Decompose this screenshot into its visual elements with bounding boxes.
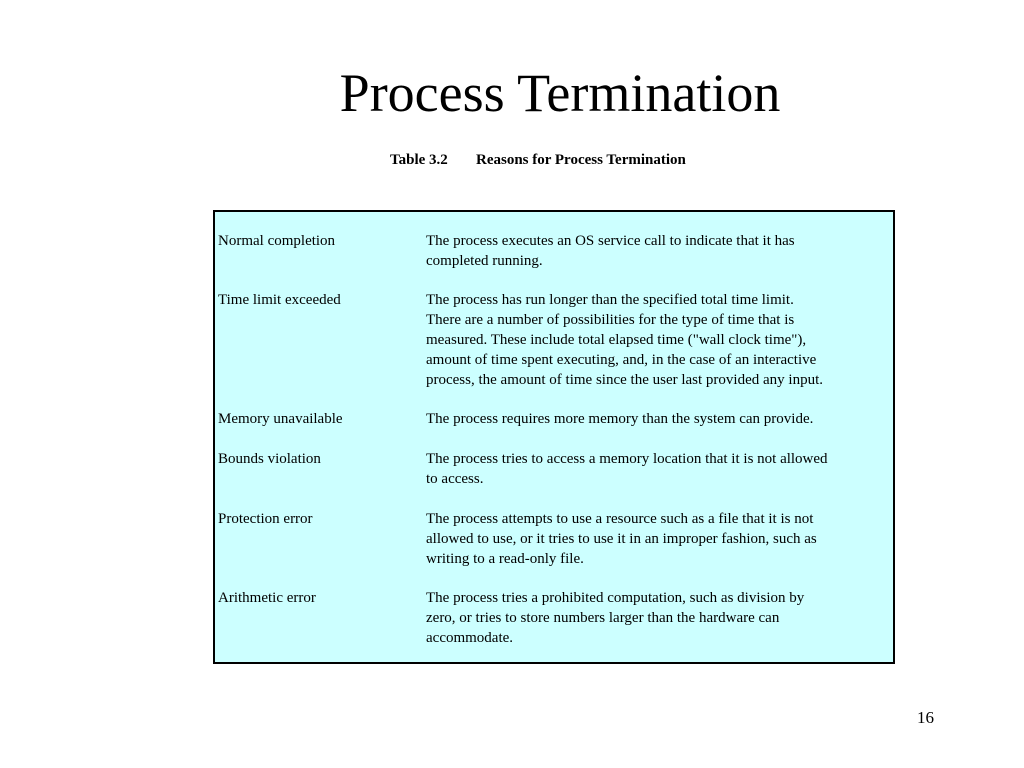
reason-name: Arithmetic error	[218, 590, 316, 606]
description-line: There are a number of possibilities for the type of time that is	[426, 312, 795, 328]
table-caption-title: Reasons for Process Termination	[476, 152, 686, 168]
table-caption	[390, 150, 686, 170]
reasons-table	[213, 210, 895, 664]
description-line: The process attempts to use a resource such as a file that it is not	[426, 511, 814, 527]
page-number: 16	[917, 708, 934, 727]
description-line: The process executes an OS service call to indicate that it has	[426, 233, 795, 249]
reason-description	[426, 409, 894, 429]
slide-title: Process Termination	[339, 63, 781, 123]
reason-name: Memory unavailable	[218, 411, 343, 427]
reason-name: Time limit exceeded	[218, 292, 341, 308]
reason-description	[426, 588, 894, 648]
table-caption-number: Table 3.2	[390, 152, 448, 168]
description-line: The process tries a prohibited computation, such as division by	[426, 590, 805, 606]
reason-description	[426, 290, 894, 390]
description-line: process, the amount of time since the user last provided any input.	[426, 372, 823, 388]
description-line: zero, or tries to store numbers larger than the hardware can	[426, 610, 780, 626]
reason-description	[426, 449, 894, 489]
reason-name: Normal completion	[218, 233, 336, 249]
description-line: allowed to use, or it tries to use it in an improper fashion, such as	[426, 531, 817, 547]
reason-name: Protection error	[218, 511, 313, 527]
reason-description	[426, 509, 894, 569]
description-line: accommodate.	[426, 630, 514, 646]
description-line: The process tries to access a memory location that it is not allowed	[426, 451, 828, 467]
description-line: writing to a read-only file.	[426, 551, 584, 567]
description-line: measured. These include total elapsed time ("wall clock time"),	[426, 332, 807, 348]
reason-description	[426, 231, 894, 271]
description-line: to access.	[426, 471, 484, 487]
description-line: completed running.	[426, 253, 543, 269]
description-line: The process requires more memory than the system can provide.	[426, 411, 814, 427]
reason-name: Bounds violation	[218, 451, 321, 467]
description-line: The process has run longer than the specified total time limit.	[426, 292, 794, 308]
description-line: amount of time spent executing, and, in the case of an interactive	[426, 352, 817, 368]
